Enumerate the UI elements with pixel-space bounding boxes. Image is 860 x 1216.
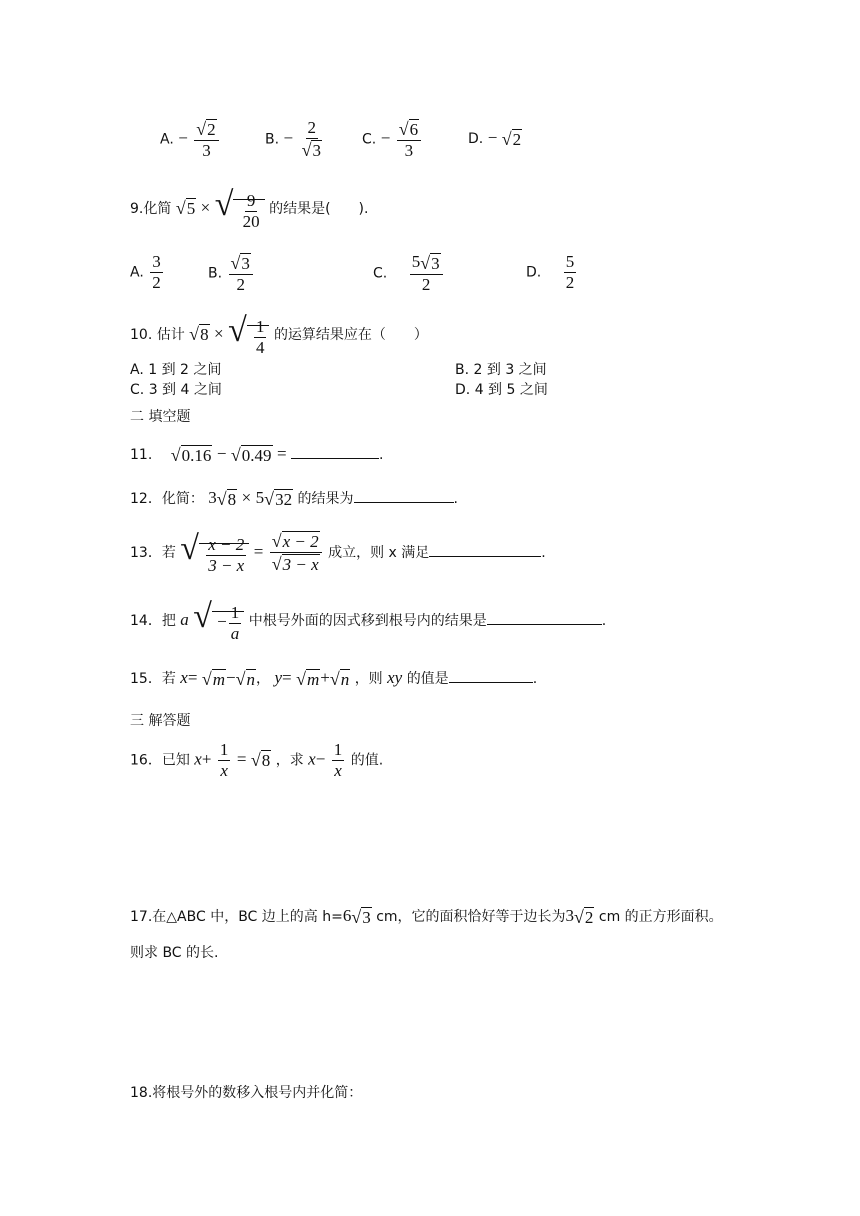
q8-option-a: A. − $\frac{√2}{3}$ — [160, 118, 221, 161]
fraction: $\frac{√6}{3}$ — [397, 118, 421, 161]
q9-option-d: D. $\frac{5}{2}$ — [526, 252, 575, 292]
answer-blank[interactable] — [291, 444, 379, 459]
fraction: $\frac{√2}{3}$ — [194, 118, 218, 161]
q10-option-a: A. 1 到 2 之间 — [130, 362, 222, 378]
question-17: 17.在△ABC 中，BC 边上的高 h=6√3 cm，它的面积恰好等于边长为3√2 cm 的正方形面积。 — [130, 906, 723, 927]
q10-option-d: D. 4 到 5 之间 — [455, 382, 548, 398]
answer-blank[interactable] — [449, 668, 533, 683]
question-18: 18.将根号外的数移入根号内并化简： — [130, 1085, 363, 1101]
question-14: 14．把 a √ − $\frac{1}{a}$ 中根号外面的因式移到根号内的结果是 . — [130, 598, 607, 643]
q9-option-c: C. $\frac{5√3}{2}$ — [373, 252, 445, 295]
question-12: 12．化简： 3√8 × 5√32 的结果为 . — [130, 488, 458, 509]
q8-option-c: C. − $\frac{√6}{3}$ — [362, 118, 423, 161]
question-9: 9.化简 √5 × √ $\frac{9}{20}$ 的结果是( ). — [130, 186, 369, 231]
option-label: A. — [160, 131, 174, 148]
question-10: 10. 估计 √8 × √ $\frac{1}{4}$ 的运算结果应在（ ） — [130, 312, 428, 357]
q9-option-a: A. $\frac{3}{2}$ — [130, 252, 161, 292]
q10-option-b: B. 2 到 3 之间 — [455, 362, 547, 378]
question-16: 16．已知 x+ $\frac{1}{x}$ = √8 ，求 x− $\frac{1}{x}$ 的值. — [130, 740, 384, 780]
answer-blank[interactable] — [354, 488, 454, 503]
question-15: 15．若 x= √m−√n， y= √m+√n ，则 xy 的值是 . — [130, 668, 538, 689]
q8-option-b: B. − $\frac{2}{√3}$ — [265, 118, 326, 161]
section-solve: 三 解答题 — [130, 713, 191, 729]
question-13: 13．若 √ $\frac{x - 2}{3 - x}$ = $\frac{√x - 2}{√3 - x}$ 成立，则 x 满足 . — [130, 530, 546, 575]
q9-option-b: B. $\frac{√3}{2}$ — [208, 252, 255, 295]
question-11: 11. √0.16 − √0.49 = . — [130, 444, 384, 465]
section-fill-in: 二 填空题 — [130, 409, 191, 425]
question-17-line2: 则求 BC 的长. — [130, 945, 219, 961]
fraction: $\frac{2}{√3}$ — [301, 118, 321, 160]
answer-blank[interactable] — [429, 542, 541, 557]
answer-blank[interactable] — [487, 610, 602, 625]
q8-option-d: D. − √2 — [468, 128, 522, 149]
q10-option-c: C. 3 到 4 之间 — [130, 382, 222, 398]
